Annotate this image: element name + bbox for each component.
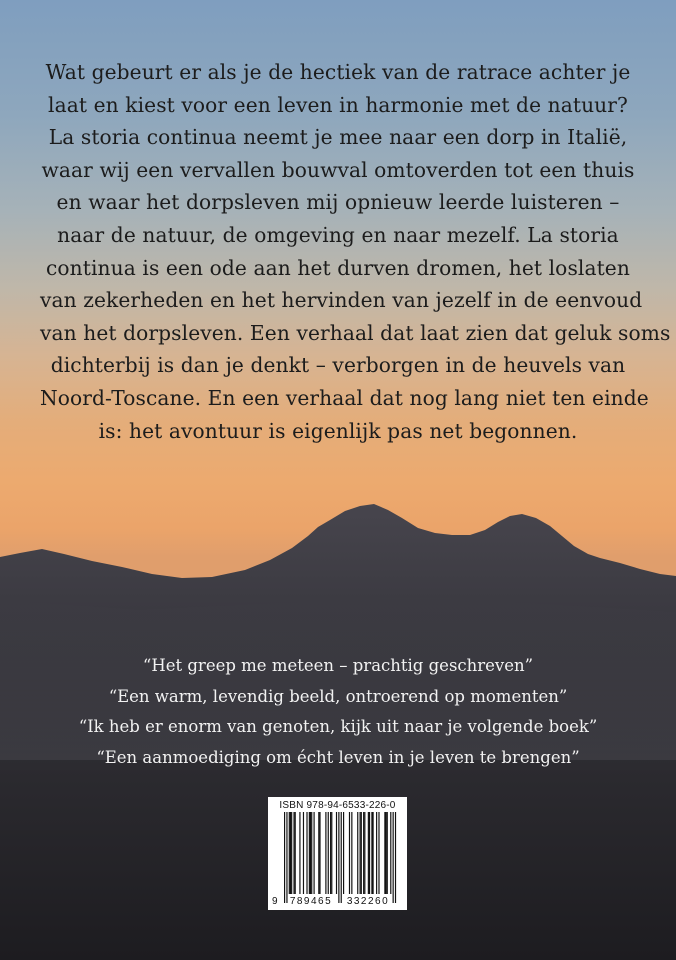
review-quote: “Ik heb er enorm van genoten, kijk uit naar je volgende boek” bbox=[78, 717, 598, 737]
barcode-bar bbox=[314, 812, 315, 894]
isbn-label: ISBN 978-94-6533-226-0 bbox=[279, 800, 396, 811]
barcode-bar bbox=[336, 812, 337, 894]
barcode-bar bbox=[331, 812, 332, 894]
blurb-line: en waar het dorpsleven mij opnieuw leerde luisteren – bbox=[56, 190, 620, 215]
blurb-line: Wat gebeurt er als je de hectiek van de ratrace achter je bbox=[45, 60, 631, 84]
barcode-bar bbox=[299, 812, 300, 894]
barcode-bar bbox=[373, 812, 374, 894]
barcode-bar bbox=[395, 812, 396, 903]
barcode-bar bbox=[284, 812, 285, 903]
barcode-bar bbox=[306, 812, 307, 894]
barcode-bars bbox=[268, 797, 407, 910]
barcode-bar bbox=[303, 812, 304, 894]
barcode-bar bbox=[328, 812, 329, 894]
barcode-bar bbox=[360, 812, 361, 894]
barcode-bar bbox=[378, 812, 379, 894]
isbn-barcode bbox=[268, 797, 407, 910]
barcode-bar bbox=[341, 812, 342, 903]
barcode-bar bbox=[369, 812, 370, 894]
barcode-bar bbox=[290, 812, 291, 894]
blurb-line: laat en kiest voor een leven in harmonie met de natuur? bbox=[48, 92, 628, 117]
barcode-bar bbox=[310, 812, 311, 894]
blurb-line: is: het avontuur is eigenlijk pas net begonnen. bbox=[98, 418, 578, 443]
barcode-bar bbox=[361, 812, 362, 894]
barcode-bar bbox=[376, 812, 377, 894]
review-quote: “Een aanmoediging om écht leven in je leven te brengen” bbox=[96, 747, 580, 767]
blurb-line: waar wij een vervallen bouwval omtoverden tot een thuis bbox=[41, 157, 635, 182]
barcode-bar bbox=[343, 812, 344, 894]
barcode-right-digits: 332260 bbox=[346, 896, 390, 907]
barcode-bar bbox=[364, 812, 365, 894]
blurb-line: La storia continua neemt je mee naar een dorp in Italië, bbox=[48, 125, 628, 150]
barcode-bar bbox=[293, 812, 294, 894]
barcode-bar bbox=[357, 812, 358, 894]
barcode-first-digit: 9 bbox=[272, 896, 278, 907]
blurb-line: dichterbij is dan je denkt – verborgen in de heuvels van bbox=[50, 353, 626, 378]
barcode-bar bbox=[295, 812, 296, 894]
review-quote: “Een warm, levendig beeld, ontroerend op momenten” bbox=[108, 686, 568, 706]
blurb-line: continua is een ode aan het durven dromen, het loslaten bbox=[46, 255, 630, 280]
barcode-bar bbox=[319, 812, 320, 894]
barcode-bar bbox=[390, 812, 391, 894]
barcode-bar bbox=[363, 812, 364, 894]
barcode-bar bbox=[387, 812, 388, 894]
barcode-bar bbox=[311, 812, 312, 894]
barcode-bar bbox=[371, 812, 372, 894]
barcode-bar bbox=[309, 812, 310, 894]
barcode-bar bbox=[286, 812, 287, 903]
blurb-line: naar de natuur, de omgeving en naar mezelf. La storia bbox=[57, 222, 619, 247]
barcode-bar bbox=[330, 812, 331, 894]
barcode-bar bbox=[351, 812, 352, 894]
review-quotes bbox=[0, 651, 676, 773]
barcode-bar bbox=[384, 812, 385, 894]
barcode-bar bbox=[325, 812, 326, 894]
barcode-left-digits: 789465 bbox=[289, 896, 333, 907]
blurb-line: Noord-Toscane. En een verhaal dat nog lang niet ten einde bbox=[40, 385, 649, 410]
barcode-bar bbox=[338, 812, 339, 903]
barcode-bar bbox=[291, 812, 292, 894]
barcode-bar bbox=[393, 812, 394, 903]
barcode-bar bbox=[349, 812, 350, 894]
blurb-text bbox=[40, 56, 671, 447]
blurb-line: van het dorpsleven. Een verhaal dat laat zien dat geluk soms bbox=[40, 320, 671, 345]
barcode-bar bbox=[368, 812, 369, 894]
blurb-line: van zekerheden en het hervinden van jezelf in de eenvoud bbox=[40, 288, 643, 313]
barcode-bar bbox=[385, 812, 386, 894]
barcode-bar bbox=[289, 812, 290, 894]
barcode-bar bbox=[318, 812, 319, 894]
review-quote: “Het greep me meteen – prachtig geschreven” bbox=[142, 656, 534, 675]
